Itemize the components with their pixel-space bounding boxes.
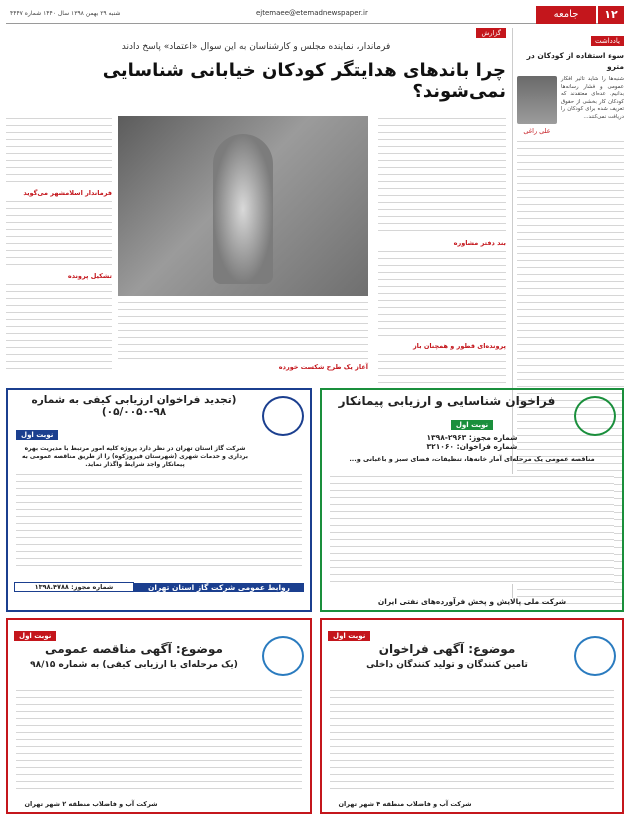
sidebar-tag: یادداشت bbox=[591, 36, 624, 46]
subhead-4: پرونده‌ای قطور و همچنان باز bbox=[412, 342, 506, 350]
sidebar-title[interactable]: سوء استفاده از کودکان در مترو bbox=[526, 51, 624, 71]
email[interactable]: ejtemaee@etemadnewspaper.ir bbox=[256, 9, 368, 17]
ad-blue-sub: شرکت گاز استان تهران در نظر دارد پروژه کلیه امور مرتبط با مدیریت بهره برداری و خدمات شهری (شهرستان فیروزکوه) را از طریق مناقصه عمومی به پیمانکار واجد شرایط واگذار نماید. bbox=[21, 445, 249, 468]
page-number: ۱۲ bbox=[598, 6, 624, 24]
subhead-1: بند دفتر مشاوره bbox=[453, 239, 506, 247]
gas-company-logo bbox=[262, 396, 304, 436]
ad-water-suppliers[interactable] bbox=[320, 618, 624, 814]
ad-blue-badge: نوبت اول bbox=[16, 430, 58, 440]
sidebar-body: شنبه‌ها را شاید تاثیر افکار عمومی و فشار رسانه‌ها بدانیم. عده‌ای معتقدند که کودکان کار بخشی از حقوق تعریف شده برای کودکان را دریافت نمی‌کنند... bbox=[561, 76, 624, 120]
section-label: جامعه bbox=[536, 6, 596, 24]
water-company-logo-2 bbox=[262, 636, 304, 676]
ad-green-title: فراخوان شناسایی و ارزیابی پیمانکار bbox=[338, 394, 556, 408]
report-tag: گزارش bbox=[476, 28, 506, 38]
kicker: فرماندار، نماینده مجلس و کارشناسان به این سوال «اعتماد» پاسخ دادند bbox=[121, 42, 391, 52]
ad-water-tender[interactable] bbox=[6, 618, 312, 814]
ad-red1-footer: شرکت آب و فاضلاب منطقه ۴ شهر تهران bbox=[338, 800, 472, 808]
ad-blue-footer: روابط عمومی شرکت گاز استان تهران bbox=[134, 583, 304, 592]
text-column-mid bbox=[118, 300, 368, 384]
refinery-logo bbox=[574, 396, 616, 436]
subhead-2: فرماندار اسلامشهر می‌گوید bbox=[23, 189, 112, 197]
ad-blue-number: شماره مجوز: ۱۳۹۸.۴۷۸۸ bbox=[14, 582, 134, 592]
ad-green-stamp: شماره فراخوان: ۳۲۱۰۶۰ bbox=[426, 442, 518, 451]
subhead-5: تشکیل پرونده bbox=[67, 272, 112, 280]
ad-green-footer: شرکت ملی پالایش و پخش فرآورده‌های نفتی ایران bbox=[377, 597, 567, 606]
ad-red2-sub: (یک مرحله‌ای با ارزیابی کیفی) به شماره ۹۸/۱۵ bbox=[30, 660, 238, 670]
photo-figure bbox=[213, 134, 273, 284]
text-column-right bbox=[378, 116, 506, 396]
water-company-logo bbox=[574, 636, 616, 676]
headline[interactable]: چرا باندهای هدایتگر کودکان خیابانی شناسایی نمی‌شوند؟ bbox=[102, 60, 506, 102]
article-photo bbox=[118, 116, 368, 296]
ad-red2-footer: شرکت آب و فاضلاب منطقه ۲ شهر تهران bbox=[24, 800, 158, 808]
ad-contractor-call[interactable] bbox=[320, 388, 624, 612]
ad-green-number: شماره مجوز: ۲۹۶۳-۱۳۹۸ bbox=[426, 433, 518, 442]
ad-gas-reassessment[interactable] bbox=[6, 388, 312, 612]
ad-green-sub: مناقصه عمومی یک مرحله‌ای آمار خانه‌ها، تنظیفات، فضای سبز و باغبانی و... bbox=[349, 455, 595, 463]
subhead-3: آغاز یک طرح شکست خورده bbox=[278, 363, 368, 371]
text-column-left bbox=[6, 116, 112, 386]
ad-red1-badge: نوبت اول bbox=[328, 631, 370, 641]
ad-red1-title: موضوع: آگهی فراخوان bbox=[378, 642, 516, 656]
ad-green-text-block bbox=[330, 474, 614, 584]
issue-date: شنبه ۲۹ بهمن ۱۳۹۸ سال ۱۴۴۰ شماره ۴۴۴۷ bbox=[10, 10, 121, 17]
ad-red2-badge: نوبت اول bbox=[14, 631, 56, 641]
masthead bbox=[6, 6, 624, 24]
ad-blue-text-block bbox=[16, 472, 302, 572]
ad-red2-title: موضوع: آگهی مناقصه عمومی bbox=[45, 642, 223, 656]
ad-red1-text-block bbox=[330, 688, 614, 793]
ad-green-badge: نوبت اول bbox=[451, 420, 493, 430]
sidebar-author: علی راغی bbox=[523, 127, 551, 135]
author-photo bbox=[517, 76, 557, 124]
ad-red2-text-block bbox=[16, 688, 302, 793]
ad-blue-title: (تجدید فراخوان ارزیابی کیفی به شماره ۹۸-۰۵/۰۰۵۰) bbox=[31, 394, 237, 418]
ad-red1-sub: تامین کنندگان و تولید کنندگان داخلی bbox=[366, 660, 528, 670]
